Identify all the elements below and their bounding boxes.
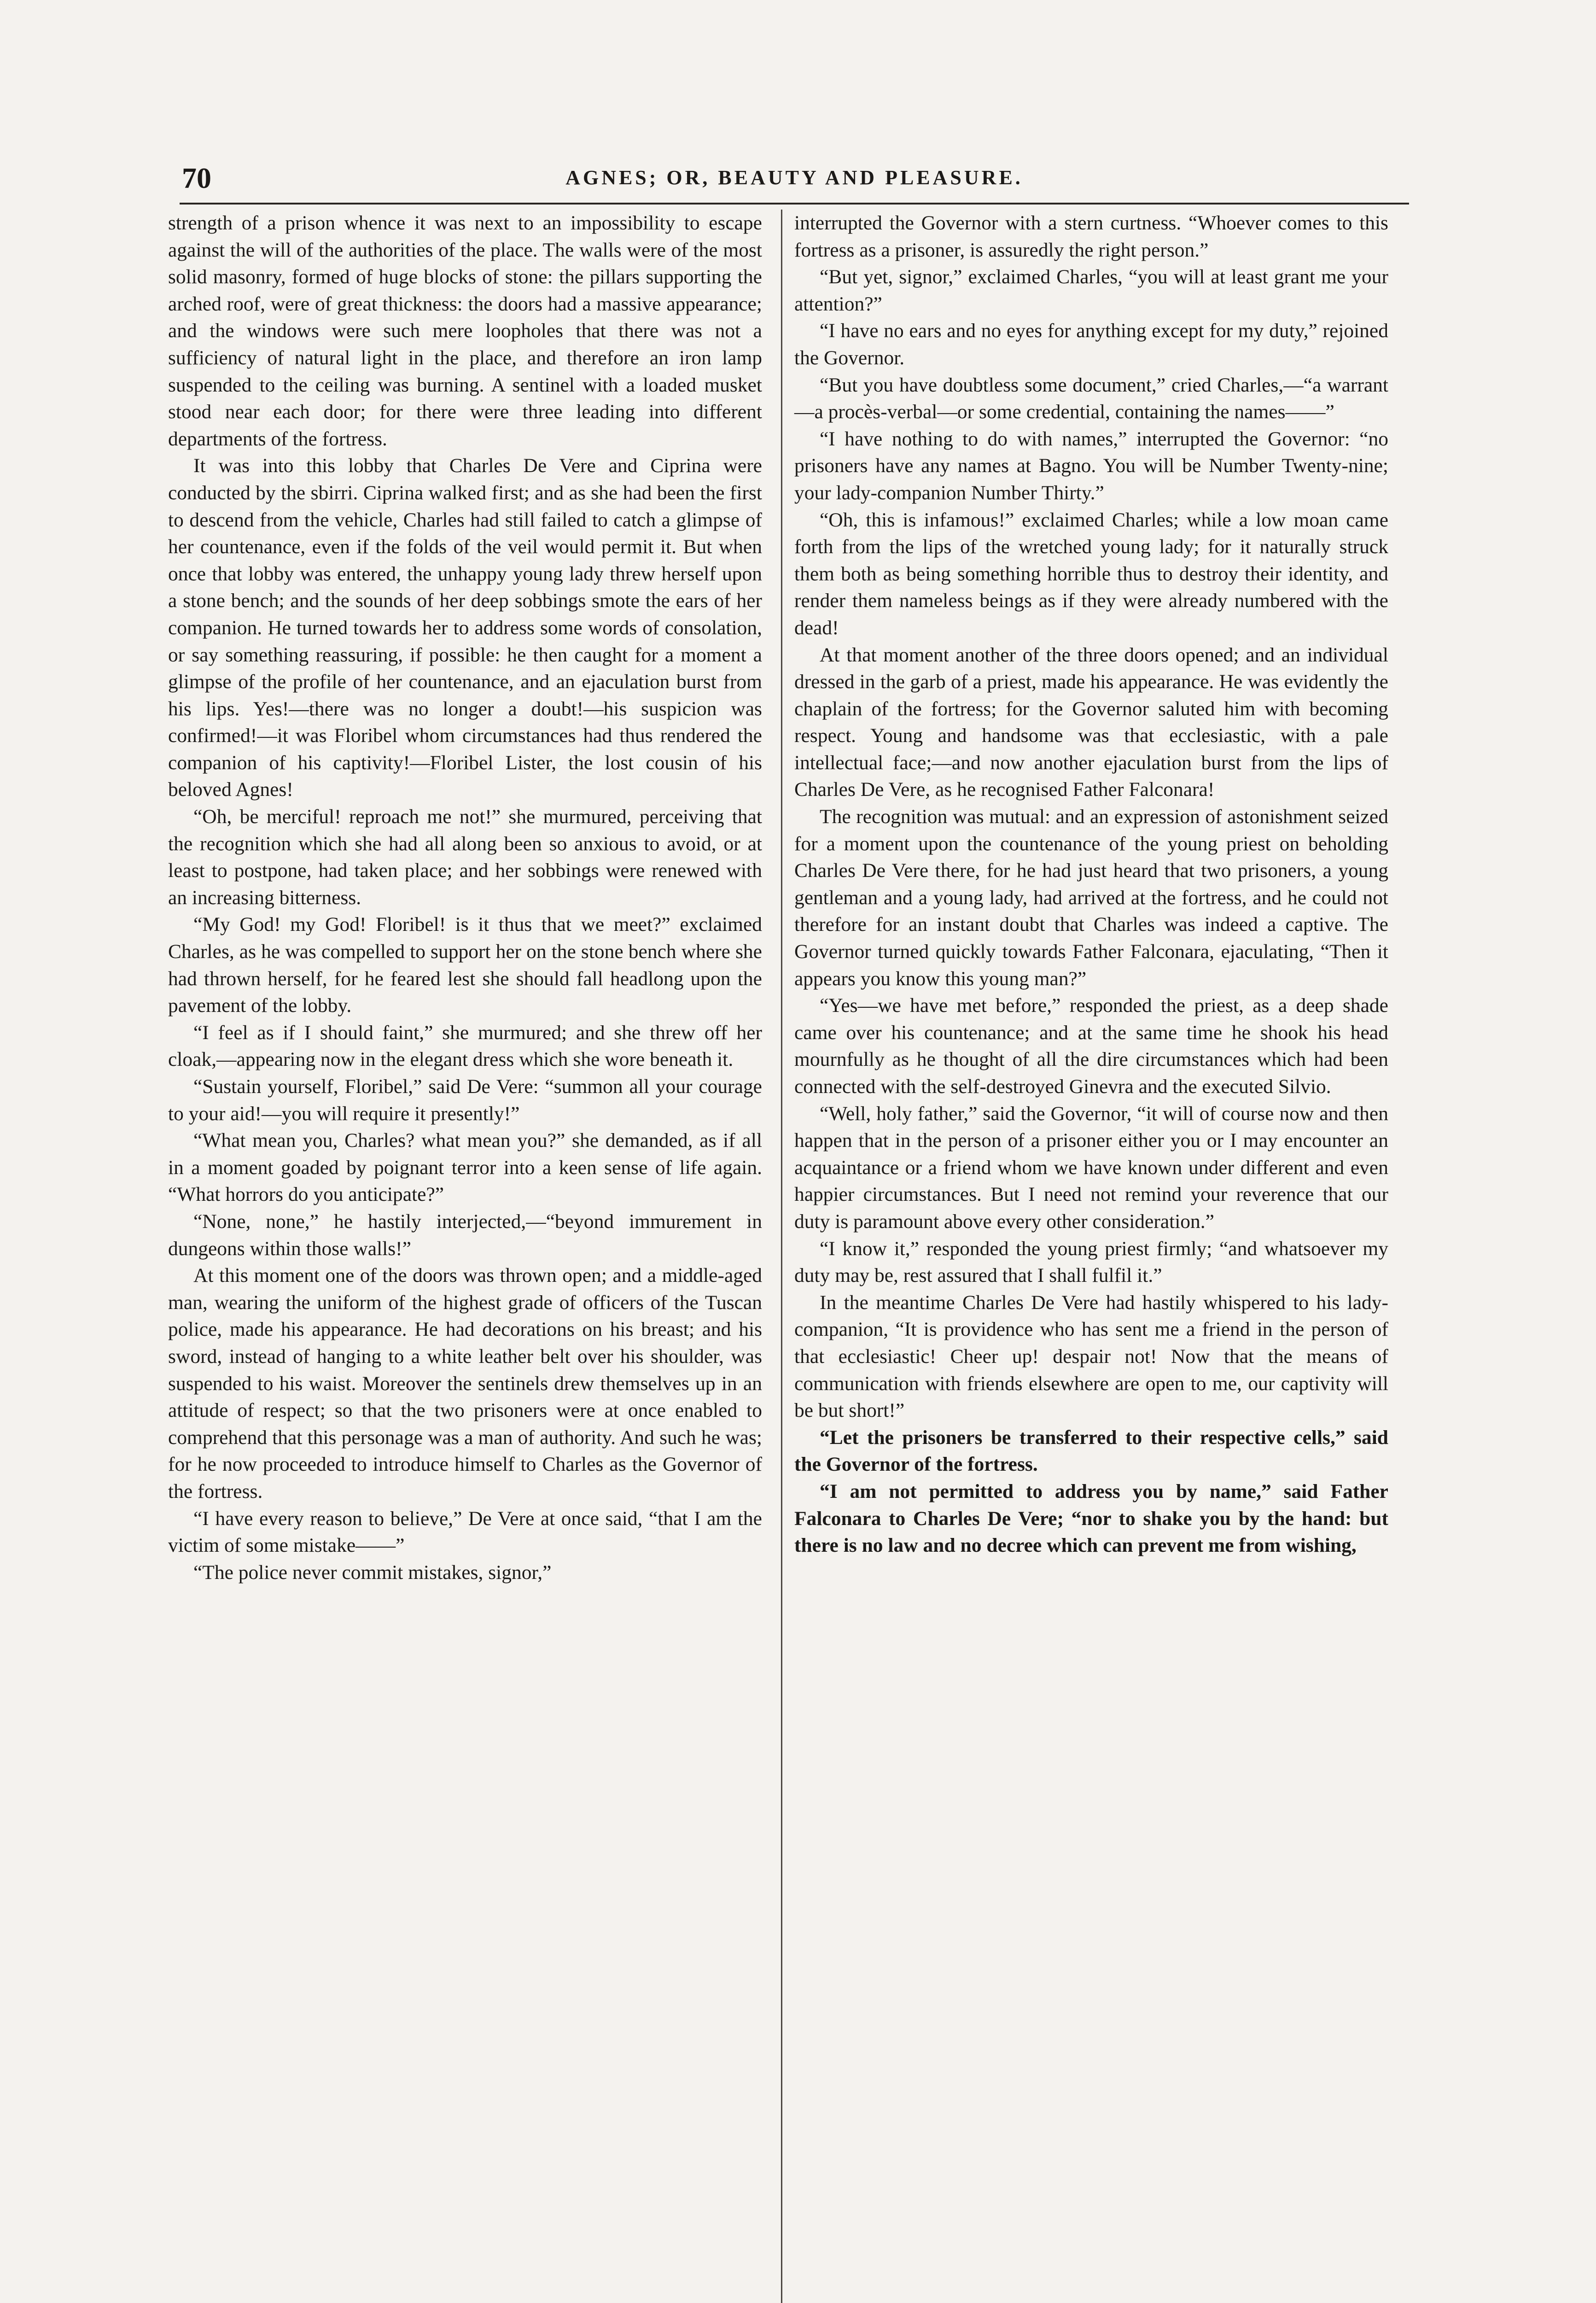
paragraph: “Yes—we have met before,” responded the priest, as a deep shade came over his countenance; and at the same time he shook his head mournfully as he thought of all the dire circumstances which had been connected with the self-destroyed Ginevra and the executed Silvio.: [794, 994, 1388, 1098]
right-column: [794, 210, 1388, 1559]
paragraph: “But you have doubtless some document,” cried Charles,—“a warrant—a procès-verbal—or some credential, containing the names——”: [794, 374, 1388, 423]
page-header: [182, 161, 1407, 198]
paragraph: At this moment one of the doors was thrown open; and a middle-aged man, wearing the uniform of the highest grade of officers of the Tuscan police, made his appearance. He had decorations on his breast; and his sword, instead of hanging to a white leather belt over his shoulder, was suspended to his waist. Moreover the sentinels drew themselves up in an attitude of respect; so that the two prisoners were at once enabled to comprehend that this personage was a man of authority. And such he was; for he now proceeded to introduce himself to Charles as the Governor of the fortress.: [168, 1264, 762, 1502]
paragraph: “I have every reason to believe,” De Vere at once said, “that I am the victim of some mistake——”: [168, 1507, 762, 1557]
paragraph: The recognition was mutual: and an expression of astonishment seized for a moment upon the countenance of the young priest on beholding Charles De Vere there, for he had just heard that two prisoners, a young gentleman and a young lady, had arrived at the fortress, and he could not therefore for an instant doubt that Charles was indeed a captive. The Governor turned quickly towards Father Falconara, ejaculating, “Then it appears you know this young man?”: [794, 806, 1388, 990]
paragraph: “Oh, this is infamous!” exclaimed Charles; while a low moan came forth from the lips of the wretched young lady; for it naturally struck them both as being something horrible thus to destroy their identity, and render them nameless beings as if they were already numbered with the dead!: [794, 509, 1388, 639]
paragraph: “I feel as if I should faint,” she murmured; and she threw off her cloak,—appearing now in the elegant dress which she wore beneath it.: [168, 1021, 762, 1071]
paragraph: “The police never commit mistakes, signor,”: [193, 1561, 552, 1584]
paragraph: “I am not permitted to address you by name,” said Father Falconara to Charles De Vere; “nor to shake you by the hand: but there is no law and no decree which can prevent me from wishing,: [794, 1480, 1388, 1557]
running-title: AGNES; OR, BEAUTY AND PLEASURE.: [565, 166, 1023, 189]
paragraph: “Let the prisoners be transferred to their respective cells,” said the Governor of the fortress.: [794, 1426, 1388, 1476]
paragraph: At that moment another of the three doors opened; and an individual dressed in the garb of a priest, made his appearance. He was evidently the chaplain of the fortress; for the Governor saluted him with becoming respect. Young and handsome was that ecclesiastic, with a pale intellectual face;—and now another ejaculation burst from the lips of Charles De Vere, as he recognised Father Falconara!: [794, 643, 1388, 801]
header-rule: [180, 203, 1409, 205]
paragraph: “But yet, signor,” exclaimed Charles, “you will at least grant me your attention?”: [794, 266, 1388, 315]
paragraph: “My God! my God! Floribel! is it thus that we meet?” exclaimed Charles, as he was compelled to support her on the stone bench where she had thrown herself, for he feared lest she should fall headlong upon the pavement of the lobby.: [168, 913, 762, 1017]
page-number: 70: [182, 162, 211, 194]
paragraph: strength of a prison whence it was next to an impossibility to escape against the will of the authorities of the place. The walls were of the most solid masonry, formed of huge blocks of stone: the pillars supporting the arched roof, were of great thickness: the doors had a massive appearance; and the windows were such mere loopholes that there was not a sufficiency of natural light in the place, and therefore an iron lamp suspended to the ceiling was burning. A sentinel with a loaded musket stood near each door; for there were three leading into different departments of the fortress.: [168, 212, 762, 450]
paragraph: It was into this lobby that Charles De Vere and Ciprina were conducted by the sbirri. Ciprina walked first; and as she had been the first to descend from the vehicle, Charles had still failed to catch a glimpse of her countenance, even if the folds of the veil would permit it. But when once that lobby was entered, the unhappy young lady threw herself upon a stone bench; and the sounds of her deep sobbings smote the ears of her companion. He turned towards her to address some words of consolation, or say something reassuring, if possible: he then caught for a moment a glimpse of the profile of her countenance, and an ejaculation burst from his lips. Yes!—there was no longer a doubt!—his suspicion was confirmed!—it was Floribel whom circumstances had thus rendered the companion of his captivity!—Floribel Lister, the lost cousin of his beloved Agnes!: [168, 455, 762, 801]
paragraph: “Oh, be merciful! reproach me not!” she murmured, perceiving that the recognition which she had all along been so anxious to avoid, or at least to postpone, had taken place; and her sobbings were renewed with an increasing bitterness.: [168, 806, 762, 909]
paragraph: interrupted the Governor with a stern curtness. “Whoever comes to this fortress as a prisoner, is assuredly the right person.”: [794, 212, 1388, 261]
paragraph: “Sustain yourself, Floribel,” said De Vere: “summon all your courage to your aid!—you will require it presently!”: [168, 1076, 762, 1125]
paragraph: “Well, holy father,” said the Governor, “it will of course now and then happen that in the person of a prisoner either you or I may encounter an acquaintance or a friend whom we have known under different and even happier circumstances. But I need not remind your reverence that our duty is paramount above every other consideration.”: [794, 1102, 1388, 1233]
paragraph: In the meantime Charles De Vere had hastily whispered to his lady-companion, “It is providence who has sent me a friend in the person of that ecclesiastic! Cheer up! despair not! Now that the means of communication with friends elsewhere are open to me, our captivity will be but short!”: [794, 1291, 1388, 1422]
column-divider: [781, 210, 782, 2303]
paragraph: “I have no ears and no eyes for anything except for my duty,” rejoined the Governor.: [794, 320, 1388, 369]
paragraph: “What mean you, Charles? what mean you?” she demanded, as if all in a moment goaded by poignant terror into a keen sense of life again. “What horrors do you anticipate?”: [168, 1129, 762, 1206]
paragraph: “None, none,” he hastily interjected,—“beyond immurement in dungeons within those walls!”: [168, 1210, 762, 1260]
paragraph: “I know it,” responded the young priest firmly; “and whatsoever my duty may be, rest assured that I shall fulfil it.”: [794, 1237, 1388, 1287]
paragraph: “I have nothing to do with names,” interrupted the Governor: “no prisoners have any names at Bagno. You will be Number Twenty-nine; your lady-companion Number Thirty.”: [794, 427, 1388, 504]
left-column: [168, 210, 762, 1586]
